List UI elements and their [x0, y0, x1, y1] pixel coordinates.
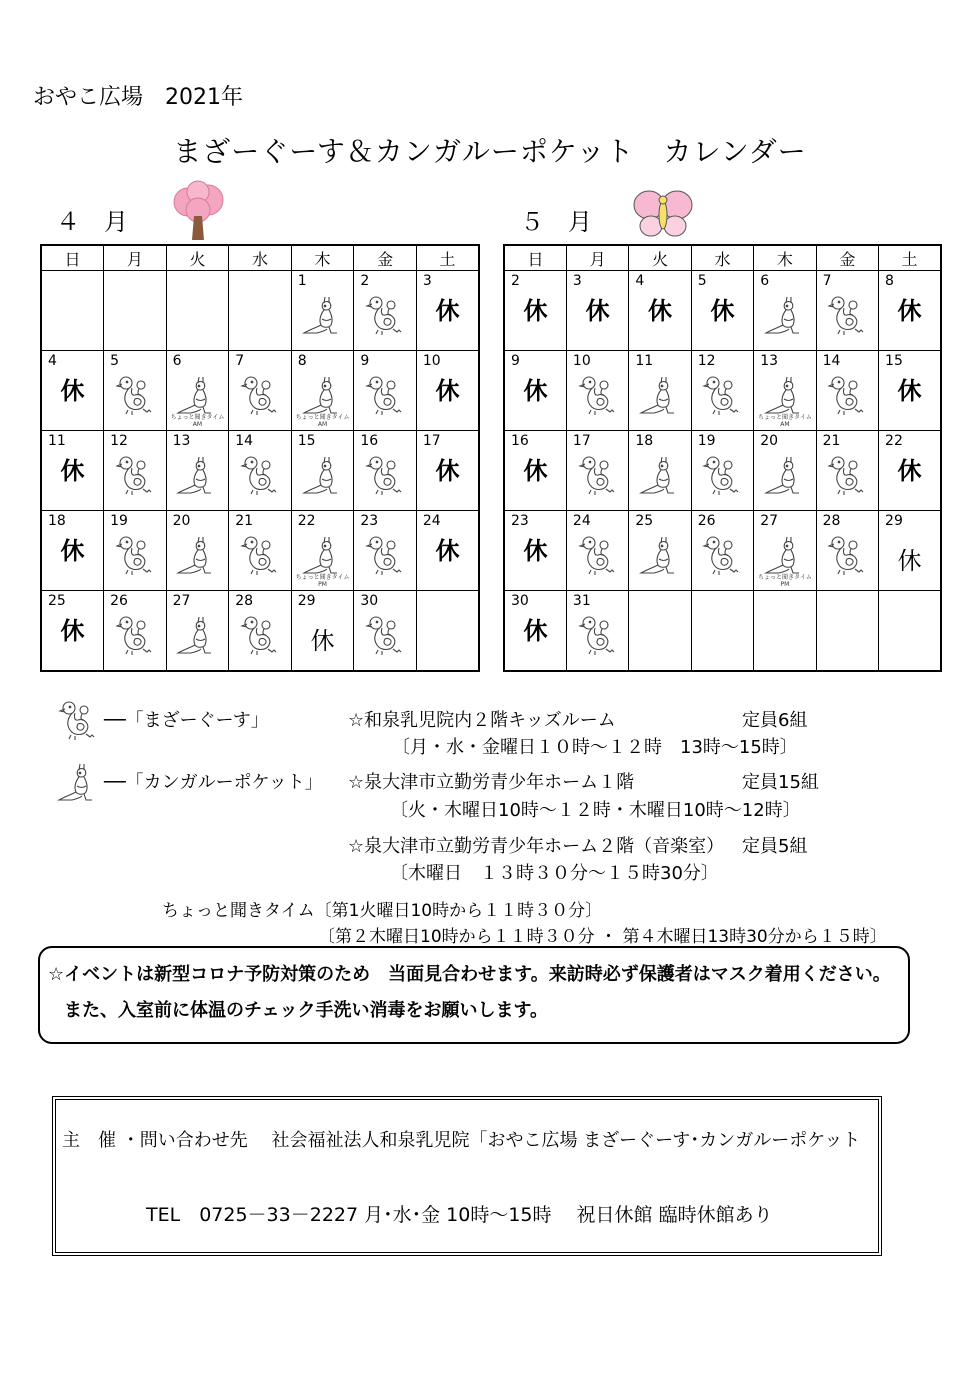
day-cell-17	[566, 431, 628, 511]
day-cell-11	[41, 431, 104, 511]
kangaroo-icon	[175, 533, 219, 577]
goose-icon	[363, 453, 407, 497]
empty-day-cell	[629, 591, 691, 672]
weekday-header: 月	[104, 245, 167, 271]
closed-mark: 休	[435, 537, 460, 565]
day-number: 16	[511, 433, 529, 449]
day-cell-5	[104, 351, 167, 431]
goose-icon	[825, 453, 869, 497]
day-cell-22	[879, 431, 941, 511]
day-cell-29	[291, 591, 354, 672]
goose-icon	[113, 373, 157, 417]
page-subtitle: おやこ広場 2021年	[33, 85, 243, 110]
day-cell-26	[691, 511, 753, 591]
day-number: 12	[110, 433, 128, 449]
day-number: 25	[635, 513, 654, 529]
calendar-week-row	[41, 511, 479, 591]
day-number: 26	[110, 593, 128, 609]
day-cell-20	[754, 431, 816, 511]
day-cell-19	[691, 431, 753, 511]
day-cell-23	[354, 511, 417, 591]
empty-day-cell	[754, 591, 816, 672]
day-cell-31	[566, 591, 628, 672]
day-number: 11	[48, 433, 66, 449]
calendar-week-row	[504, 271, 941, 351]
day-cell-23	[504, 511, 566, 591]
kangaroo-icon	[763, 293, 807, 337]
day-number: 20	[760, 433, 779, 449]
chotto-time-1: ちょっと聞きタイム〔第1火曜日10時から１１時３０分〕	[162, 901, 603, 921]
kangaroo-icon	[301, 293, 345, 337]
goose-icon	[238, 453, 282, 497]
calendar-week-row	[41, 591, 479, 672]
day-number: 15	[297, 433, 316, 449]
closed-mark: 休	[710, 297, 735, 325]
closed-mark: 休	[523, 537, 548, 565]
day-cell-7	[816, 271, 878, 351]
kangaroo-icon	[301, 373, 345, 417]
kangaroo-icon	[175, 613, 219, 657]
cherry-tree-icon	[170, 180, 228, 242]
contact-line-2: TEL 0725－33－2227 月･水･金 10時～15時 祝日休館 臨時休館あり	[146, 1204, 773, 1226]
page-title: まざーぐーす＆カンガルーポケット カレンダー	[173, 135, 807, 168]
day-cell-10	[566, 351, 628, 431]
goose-icon	[576, 533, 620, 577]
calendar-week-row	[504, 591, 941, 672]
day-number: 18	[48, 513, 66, 529]
goose-icon	[56, 698, 100, 742]
goose-icon	[113, 613, 157, 657]
weekday-header: 木	[291, 245, 354, 271]
legend-goose-place: ☆和泉乳児院内２階キッズルーム	[348, 710, 616, 731]
day-number: 22	[885, 433, 903, 449]
weekday-header: 土	[879, 245, 941, 271]
day-cell-30	[354, 591, 417, 672]
day-cell-9	[354, 351, 417, 431]
goose-icon	[238, 373, 282, 417]
chotto-time-note: ちょっと聞きタイムPM	[295, 574, 350, 588]
day-number: 14	[822, 353, 841, 369]
day-number: 12	[697, 353, 716, 369]
day-number: 7	[822, 273, 832, 289]
closed-mark: 休	[897, 377, 922, 405]
contact-line-1: 主 催 ・問い合わせ先 社会福祉法人和泉乳児院「おやこ広場 まざーぐーす･カンガルーポケット	[62, 1130, 861, 1151]
empty-day-cell	[879, 591, 941, 672]
notice-line-2: また、入室前に体温のチェック手洗い消毒をお願いします。	[64, 1000, 549, 1021]
day-cell-16	[504, 431, 566, 511]
closed-mark: 休	[897, 457, 922, 485]
closed-mark: 休	[60, 457, 85, 485]
kangaroo-icon	[763, 373, 807, 417]
weekday-header: 月	[566, 245, 628, 271]
calendar-week-row	[41, 431, 479, 511]
calendar-week-row	[504, 431, 941, 511]
day-cell-4	[629, 271, 691, 351]
day-number: 23	[360, 513, 379, 529]
goose-icon	[113, 453, 157, 497]
day-cell-20	[166, 511, 229, 591]
chotto-time-note: ちょっと聞きタイムAM	[757, 414, 812, 428]
closed-mark: 休	[897, 297, 922, 325]
weekday-header: 木	[754, 245, 816, 271]
closed-mark: 休	[523, 617, 548, 645]
goose-icon	[363, 373, 407, 417]
day-cell-21	[229, 511, 292, 591]
legend-goose-capacity: 定員6組	[742, 710, 808, 731]
day-cell-25	[41, 591, 104, 672]
weekday-header: 火	[166, 245, 229, 271]
day-cell-30	[504, 591, 566, 672]
day-cell-12	[104, 431, 167, 511]
day-cell-27	[754, 511, 816, 591]
goose-icon	[700, 533, 744, 577]
day-number: 20	[172, 513, 191, 529]
legend-kangaroo-name: ──「カンガルーポケット」	[104, 772, 323, 793]
day-number: 2	[511, 273, 520, 289]
day-cell-28	[816, 511, 878, 591]
day-cell-29	[879, 511, 941, 591]
goose-icon	[363, 533, 407, 577]
kangaroo-icon	[175, 373, 219, 417]
goose-icon	[238, 613, 282, 657]
day-number: 18	[635, 433, 654, 449]
calendar-week-row	[41, 271, 479, 351]
day-cell-12	[691, 351, 753, 431]
day-cell-1	[291, 271, 354, 351]
day-cell-6	[754, 271, 816, 351]
chotto-time-note: ちょっと聞きタイムAM	[295, 414, 350, 428]
day-cell-22	[291, 511, 354, 591]
day-number: 19	[697, 433, 716, 449]
day-cell-16	[354, 431, 417, 511]
day-number: 28	[235, 593, 254, 609]
day-number: 17	[572, 433, 591, 449]
day-number: 13	[760, 353, 779, 369]
day-cell-13	[166, 431, 229, 511]
closed-mark: 休	[523, 377, 548, 405]
day-cell-27	[166, 591, 229, 672]
closed-mark: 休	[523, 297, 548, 325]
kangaroo-icon	[638, 453, 682, 497]
goose-icon	[825, 373, 869, 417]
legend-kangaroo-time: 〔火・木曜日10時～１２時・木曜日10時～12時〕	[390, 800, 801, 821]
day-cell-2	[354, 271, 417, 351]
day-cell-18	[41, 511, 104, 591]
day-number: 9	[511, 353, 520, 369]
legend-kangaroo-place: ☆泉大津市立勤労青少年ホーム１階	[348, 772, 635, 793]
closed-mark: 休	[648, 297, 673, 325]
day-number: 4	[48, 353, 57, 369]
goose-icon	[700, 373, 744, 417]
day-cell-14	[816, 351, 878, 431]
day-number: 26	[697, 513, 716, 529]
weekday-header: 水	[691, 245, 753, 271]
closed-mark: 休	[60, 377, 85, 405]
kangaroo-icon	[763, 533, 807, 577]
closed-mark: 休	[435, 297, 460, 325]
day-number: 1	[297, 273, 307, 289]
day-cell-4	[41, 351, 104, 431]
day-number: 27	[172, 593, 191, 609]
day-cell-26	[104, 591, 167, 672]
chotto-time-note: ちょっと聞きタイムAM	[170, 414, 225, 428]
closed-mark: 休	[585, 297, 610, 325]
weekday-header: 金	[354, 245, 417, 271]
day-cell-19	[104, 511, 167, 591]
day-cell-9	[504, 351, 566, 431]
weekday-header: 日	[41, 245, 104, 271]
legend-kangaroo-capacity: 定員15組	[742, 772, 819, 793]
closed-mark: 休	[435, 457, 460, 485]
day-cell-3	[566, 271, 628, 351]
day-number: 5	[110, 353, 119, 369]
weekday-header: 金	[816, 245, 878, 271]
legend-goose-name: ──「まざーぐーす」	[104, 710, 269, 731]
kangaroo-icon	[301, 453, 345, 497]
day-cell-17	[416, 431, 479, 511]
goose-icon	[576, 373, 620, 417]
goose-icon	[576, 453, 620, 497]
day-number: 28	[822, 513, 841, 529]
empty-day-cell	[416, 591, 479, 672]
day-number: 9	[360, 353, 370, 369]
day-number: 29	[885, 513, 903, 529]
empty-day-cell	[104, 271, 167, 351]
day-number: 10	[572, 353, 591, 369]
day-number: 22	[297, 513, 316, 529]
day-number: 30	[360, 593, 379, 609]
day-cell-3	[416, 271, 479, 351]
kangaroo-icon	[56, 760, 100, 804]
day-number: 31	[572, 593, 591, 609]
contact-box	[52, 1096, 882, 1256]
empty-day-cell	[41, 271, 104, 351]
day-cell-25	[629, 511, 691, 591]
day-number: 10	[422, 353, 441, 369]
day-cell-2	[504, 271, 566, 351]
day-number: 6	[760, 273, 770, 289]
goose-icon	[113, 533, 157, 577]
day-number: 23	[511, 513, 529, 529]
day-number: 21	[235, 513, 254, 529]
goose-icon	[363, 293, 407, 337]
closed-mark: 休	[897, 547, 922, 575]
day-number: 4	[635, 273, 645, 289]
day-cell-10	[416, 351, 479, 431]
day-cell-7	[229, 351, 292, 431]
legend-kangaroo2-time: 〔木曜日 １３時３０分～１５時30分〕	[390, 863, 719, 884]
chotto-time-note: ちょっと聞きタイムPM	[757, 574, 812, 588]
day-number: 25	[48, 593, 66, 609]
may-label: ５ 月	[520, 208, 592, 236]
weekday-header: 日	[504, 245, 566, 271]
chotto-time-2: 〔第２木曜日10時から１１時３０分 ・ 第４木曜日13時30分から１５時〕	[318, 927, 887, 947]
day-number: 8	[885, 273, 894, 289]
day-cell-5	[691, 271, 753, 351]
day-cell-15	[291, 431, 354, 511]
day-cell-15	[879, 351, 941, 431]
goose-icon	[576, 613, 620, 657]
closed-mark: 休	[60, 617, 85, 645]
day-cell-6	[166, 351, 229, 431]
day-number: 7	[235, 353, 245, 369]
day-cell-24	[566, 511, 628, 591]
empty-day-cell	[166, 271, 229, 351]
calendar-week-row	[504, 511, 941, 591]
day-cell-24	[416, 511, 479, 591]
day-number: 2	[360, 273, 370, 289]
closed-mark: 休	[435, 377, 460, 405]
weekday-header: 火	[629, 245, 691, 271]
goose-icon	[700, 453, 744, 497]
day-cell-18	[629, 431, 691, 511]
may-calendar	[503, 244, 942, 672]
day-cell-13	[754, 351, 816, 431]
day-number: 24	[422, 513, 441, 529]
day-number: 24	[572, 513, 591, 529]
kangaroo-icon	[301, 533, 345, 577]
calendar-week-row	[504, 351, 941, 431]
legend-kangaroo2-capacity: 定員5組	[742, 836, 808, 857]
day-number: 11	[635, 353, 654, 369]
day-number: 19	[110, 513, 128, 529]
butterfly-icon	[632, 185, 694, 241]
legend-kangaroo2-place: ☆泉大津市立勤労青少年ホーム２階（音楽室）	[348, 836, 725, 857]
day-number: 27	[760, 513, 779, 529]
closed-mark: 休	[310, 627, 335, 655]
empty-day-cell	[816, 591, 878, 672]
goose-icon	[238, 533, 282, 577]
day-number: 13	[172, 433, 191, 449]
empty-day-cell	[691, 591, 753, 672]
day-cell-28	[229, 591, 292, 672]
notice-box	[38, 946, 910, 1044]
kangaroo-icon	[638, 373, 682, 417]
day-number: 14	[235, 433, 254, 449]
day-cell-8	[879, 271, 941, 351]
day-cell-11	[629, 351, 691, 431]
goose-icon	[825, 533, 869, 577]
weekday-header: 水	[229, 245, 292, 271]
day-number: 6	[172, 353, 182, 369]
day-number: 5	[697, 273, 707, 289]
day-number: 8	[297, 353, 307, 369]
day-number: 21	[822, 433, 841, 449]
weekday-header: 土	[416, 245, 479, 271]
day-number: 3	[572, 273, 582, 289]
closed-mark: 休	[523, 457, 548, 485]
goose-icon	[825, 293, 869, 337]
closed-mark: 休	[60, 537, 85, 565]
day-cell-21	[816, 431, 878, 511]
day-number: 30	[511, 593, 529, 609]
april-calendar	[40, 244, 480, 672]
day-number: 3	[422, 273, 432, 289]
legend-goose-time: 〔月・水・金曜日１０時～１２時 13時～15時〕	[392, 737, 798, 758]
empty-day-cell	[229, 271, 292, 351]
day-number: 16	[360, 433, 379, 449]
notice-line-1: ☆イベントは新型コロナ予防対策のため 当面見合わせます。来訪時必ず保護者はマスク着用ください。	[48, 964, 891, 985]
goose-icon	[363, 613, 407, 657]
day-number: 15	[885, 353, 903, 369]
april-label: ４ 月	[56, 208, 128, 236]
kangaroo-icon	[175, 453, 219, 497]
day-number: 29	[297, 593, 316, 609]
day-cell-14	[229, 431, 292, 511]
day-number: 17	[422, 433, 441, 449]
day-cell-8	[291, 351, 354, 431]
kangaroo-icon	[763, 453, 807, 497]
calendar-week-row	[41, 351, 479, 431]
kangaroo-icon	[638, 533, 682, 577]
